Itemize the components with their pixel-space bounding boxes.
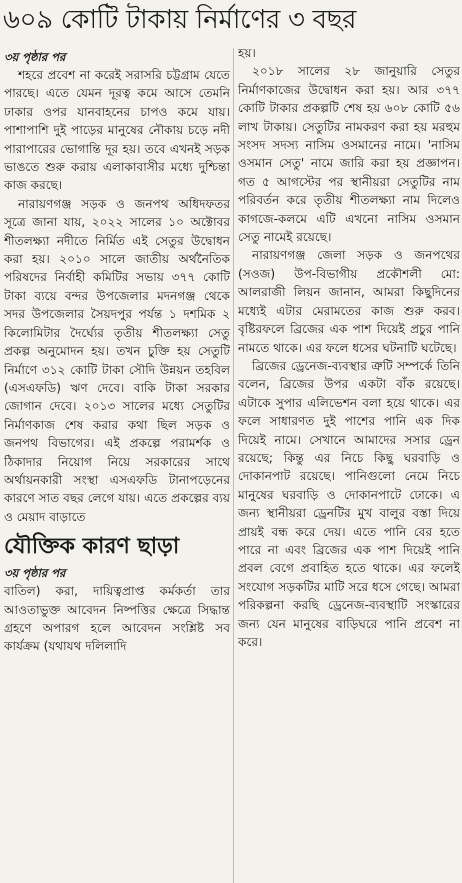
article-paragraph: শহরে প্রবেশ না করেই সরাসরি চট্টগ্রাম যেতে পারছে। এতে যেমন দূরত্ব কমে আসে তেমনি ঢাকার ওপর যানবাহনের চাপও কমে যায়। পাশাপাশি দুই পাড়ের মানুষের নৌকায় চড়ে নদী পারাপারের ভোগান্তি দূর হয়। তবে এখনই সড়ক ভাঙতে শুরু করায় এলাকাবাসীর মধ্যে দুশ্চিন্তা কাজ করছে। <box>4 68 230 193</box>
article-paragraph: ২০১৮ সালের ২৮ জানুয়ারি সেতুর নির্মাণকাজের উদ্বোধন করা হয়। আর ৩৭৭ কোটি টাকার প্রকল্পটি শেষ হয় ৬০৮ কোটি ৫৬ লাখ টাকায়। সেতুটির নামকরণ করা হয় মরহুম সংসদ সদস্য নাসিম ওসমানের নামে। 'নাসিম ওসমান সেতু' নামে জারি করা হয় প্রজ্ঞাপন। গত ৫ আগস্টের পর স্থানীয়রা সেতুটির নাম পরিবর্তন করে তৃতীয় শীতলক্ষ্যা নাম দিলেও কাগজে-কলমে এটি এখনো নাসিম ওসমান সেতু নামেই রয়েছে। <box>238 64 460 245</box>
column-divider <box>233 48 234 883</box>
article-column-right <box>238 44 460 883</box>
article-paragraph: নারায়ণগঞ্জ জেলা সড়ক ও জনপথের (সওজ) উপ-বিভাগীয় প্রকৌশলী মো: আলরাজী লিয়ন জানান, আমরা কিছুদিনের মধ্যেই এটার মেরামতের কাজ শুরু করব। বৃষ্টিরফলে ব্রিজের এক পাশ দিয়েই প্রচুর পানি নামতে থাকে। এর ফলে ধসের ঘটনাটি ঘটেছে। <box>238 248 460 355</box>
headline: ৬০৯ কোটি টাকায় নির্মাণের ৩ বছর <box>3 5 357 35</box>
article-paragraph: বাতিল) করা, দায়িত্বপ্রাপ্ত কর্মকর্তা তার আওতাভুক্ত আবেদন নিষ্পত্তির ক্ষেত্রে সিদ্ধান্ত গ্রহণে অপারগ হলে আবেদন সংশ্লিষ্ট সব কার্যক্রম (যথাযথ দলিলাদি <box>4 584 230 654</box>
article-paragraph: হয়। <box>238 46 256 60</box>
section-subheading: যৌক্তিক কারণ ছাড়া <box>4 534 180 560</box>
article-column-left <box>4 48 230 883</box>
continued-from-label: ৩য় পৃষ্ঠার পর <box>4 50 66 64</box>
article-paragraph: ব্রিজের ড্রেনেজ-ব্যবস্থার ত্রুটি সম্পর্কে তিনি বলেন, ব্রিজের উপর একটা বাঁক রয়েছে। এটাকে সুপার এলিভেশন বলা হয়ে থাকে। এর ফলে সাধারণত দুই পাশের পানি এক দিক দিয়েই নামে। সেখানে আমাদের সসার ড্রেন রয়েছে; কিন্তু এর নিচে কিছু ঘরবাড়ি ও দোকানপাট রয়েছে। পানিগুলো নেমে নিচে মানুষের ঘরবাড়ি ও দোকানপাটে ঢোকে। এ জন্য স্থানীয়রা ড্রেনটির মুখ বালুর বস্তা দিয়ে প্রায়ই বন্ধ করে দেয়। এতে পানি বের হতে পারে না এবং ব্রিজের এক পাশ দিয়েই পানি প্রবল বেগে প্রবাহিত হতে থাকে। এর ফলেই সংযোগ সড়কটির মাটি সরে ধসে গেছে। আমরা পরিকল্পনা করছি ড্রেনেজ-ব্যবস্থাটি সংস্কারের জন্য যেন মানুষের বাড়িঘরে পানি প্রবেশ না করে। <box>238 358 460 649</box>
article-paragraph: নারায়ণগঞ্জ সড়ক ও জনপথ অধিদফতর সূত্রে জানা যায়, ২০২২ সালের ১০ অক্টোবর শীতলক্ষ্যা নদীতে নির্মিত এই সেতুর উদ্বোধন করা হয়। ২০১০ সালে জাতীয় অর্থনৈতিক পরিষদের নির্বাহী কমিটির সভায় ৩৭৭ কোটি টাকা ব্যয়ে বন্দর উপজেলার মদনগঞ্জ থেকে সদর উপজেলার সৈয়দপুর পর্যন্ত ১ দশমিক ২ কিলোমিটার দৈর্ঘ্যের তৃতীয় শীতলক্ষ্যা সেতু প্রকল্প অনুমোদন হয়। তখন চুক্তি হয় সেতুটি নির্মাণে ৩১২ কোটি টাকা সৌদি উন্নয়ন তহবিল (এসএফডি) ঋণ দেবে। বাকি টাকা সরকার জোগান দেবে। ২০১৩ সালের মধ্যে সেতুটির নির্মাণকাজ শেষ করার কথা ছিল সড়ক ও জনপথ বিভাগের। এই প্রকল্পে পরামর্শক ও ঠিকাদার নিয়োগ নিয়ে সরকারের সাথে অর্থায়নকারী সংস্থা এসএফডি টানাপড়েনের কারণে সাত বছর লেগে যায়। এতে প্রকল্পের ব্যয় ও মেয়াদ বাড়াতে <box>4 196 230 524</box>
continued-from-label: ৩য় পৃষ্ঠার পর <box>4 566 66 581</box>
